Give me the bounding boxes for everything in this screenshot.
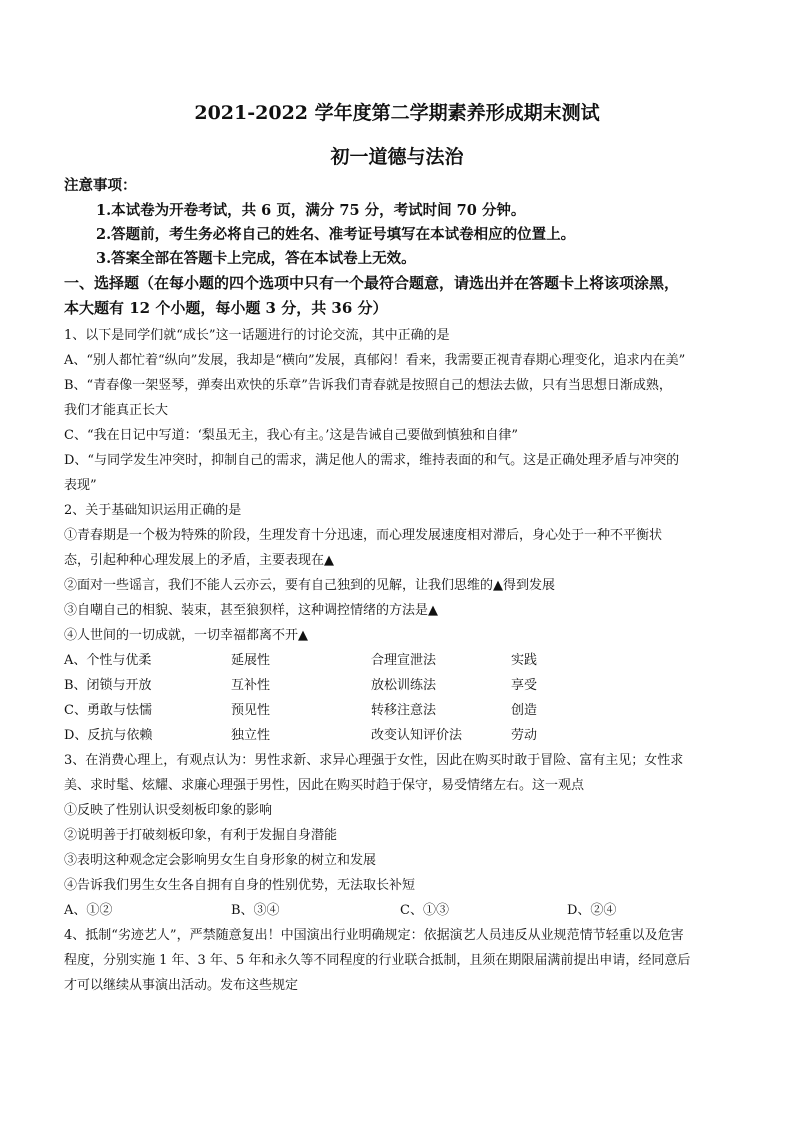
q2-statement-1-cont: 态，引起种种心理发展上的矛盾，主要表现在▲ xyxy=(64,553,334,568)
exam-title: 2021-2022 学年度第二学期素养形成期末测试 xyxy=(194,102,600,124)
q3-choice-c: C、①③ xyxy=(400,903,449,918)
q4-stem-cont: 程度，分别实施 1 年、3 年、5 年和永久等不同程度的行业联合抵制，且须在期限届满前提出申请，经同意后 xyxy=(64,953,691,968)
q2-statement-3: ③自嘲自己的相貌、装束，甚至狼狈样，这种调控情绪的方法是▲ xyxy=(64,603,438,618)
option-cell: 实践 xyxy=(511,653,538,668)
q1-option-b-cont: 我们才能真正长大 xyxy=(64,403,169,418)
note-item: 2.答题前，考生务必将自己的姓名、准考证号填写在本试卷相应的位置上。 xyxy=(96,226,576,243)
exam-subject: 初一道德与法治 xyxy=(330,146,464,168)
q3-choice-a: A、①② xyxy=(64,903,113,918)
q1-option-c: C、“我在日记中写道：‘梨虽无主，我心有主。’这是告诫自己要做到慎独和自律” xyxy=(64,428,519,443)
option-cell: 改变认知评价法 xyxy=(371,728,463,743)
q1-option-b: B、“青春像一架竖琴，弹奏出欢快的乐章”告诉我们青春就是按照自己的想法去做，只有当思想日渐成熟， xyxy=(64,378,672,393)
option-cell: B、闭锁与开放 xyxy=(64,678,152,693)
option-cell: 创造 xyxy=(511,703,538,718)
q1-option-d: D、“与同学发生冲突时，抑制自己的需求，满足他人的需求，维持表面的和气。这是正确处理矛盾与冲突的 xyxy=(64,453,680,468)
q2-statement-4: ④人世间的一切成就，一切幸福都离不开▲ xyxy=(64,628,308,643)
section-heading: 一、选择题（在每小题的四个选项中只有一个最符合题意，请选出并在答题卡上将该项涂黑， xyxy=(64,274,680,292)
option-cell: A、个性与优柔 xyxy=(64,653,152,668)
option-cell: 互补性 xyxy=(231,678,271,693)
option-cell: 转移注意法 xyxy=(371,703,437,718)
q2-option-row xyxy=(64,699,764,719)
q4-stem: 4、抵制“劣迹艺人”，严禁随意复出！中国演出行业明确规定：依据演艺人员违反从业规范情节轻重以及危害 xyxy=(64,928,684,943)
q3-stem-cont: 美、求时髦、炫耀、求廉心理强于男性，因此在购买时趋于保守，易受情绪左右。这一观点 xyxy=(64,778,585,793)
q3-statement-1: ①反映了性别认识受刻板印象的影响 xyxy=(64,803,273,818)
option-cell: 享受 xyxy=(511,678,538,693)
q3-stem: 3、在消费心理上，有观点认为：男性求新、求异心理强于女性，因此在购买时敢于冒险、富有主见；女性求 xyxy=(64,753,684,768)
option-cell: 劳动 xyxy=(511,728,538,743)
q3-choice-d: D、②④ xyxy=(567,903,617,918)
option-cell: 合理宣泄法 xyxy=(371,653,437,668)
q2-option-row xyxy=(64,674,764,694)
option-cell: 预见性 xyxy=(231,703,271,718)
q2-statement-2: ②面对一些谣言，我们不能人云亦云，要有自己独到的见解，让我们思维的▲得到发展 xyxy=(64,578,555,593)
q1-stem: 1、以下是同学们就“成长”这一话题进行的讨论交流，其中正确的是 xyxy=(64,328,450,343)
note-item: 3.答案全部在答题卡上完成，答在本试卷上无效。 xyxy=(96,250,416,267)
option-cell: 放松训练法 xyxy=(371,678,437,693)
q2-option-row xyxy=(64,724,764,744)
option-cell: 延展性 xyxy=(231,653,271,668)
q3-statement-2: ②说明善于打破刻板印象，有利于发掘自身潜能 xyxy=(64,828,338,843)
option-cell: D、反抗与依赖 xyxy=(64,728,153,743)
q3-choices xyxy=(64,899,764,919)
note-item: 1.本试卷为开卷考试，共 6 页，满分 75 分，考试时间 70 分钟。 xyxy=(96,202,526,219)
q2-statement-1: ①青春期是一个极为特殊的阶段，生理发育十分迅速，而心理发展速度相对滞后，身心处于一种不平衡状 xyxy=(64,528,663,543)
q4-stem-cont: 才可以继续从事演出活动。发布这些规定 xyxy=(64,978,299,993)
q3-statement-3: ③表明这种观念定会影响男女生自身形象的树立和发展 xyxy=(64,853,377,868)
q3-choice-b: B、③④ xyxy=(231,903,280,918)
q3-statement-4: ④告诉我们男生女生各自拥有自身的性别优势，无法取长补短 xyxy=(64,878,416,893)
option-cell: C、勇敢与怯懦 xyxy=(64,703,152,718)
notes-label: 注意事项： xyxy=(64,177,137,194)
q2-option-row xyxy=(64,649,764,669)
q2-stem: 2、关于基础知识运用正确的是 xyxy=(64,503,242,518)
q1-option-a: A、“别人都忙着“纵向”发展，我却是“横向”发展，真郁闷！看来，我需要正视青春期心理变化，追求内在美” xyxy=(64,353,686,368)
q1-option-d-cont: 表现” xyxy=(64,478,97,493)
section-heading-cont: 本大题有 12 个小题，每小题 3 分，共 36 分） xyxy=(64,299,388,317)
option-cell: 独立性 xyxy=(231,728,271,743)
